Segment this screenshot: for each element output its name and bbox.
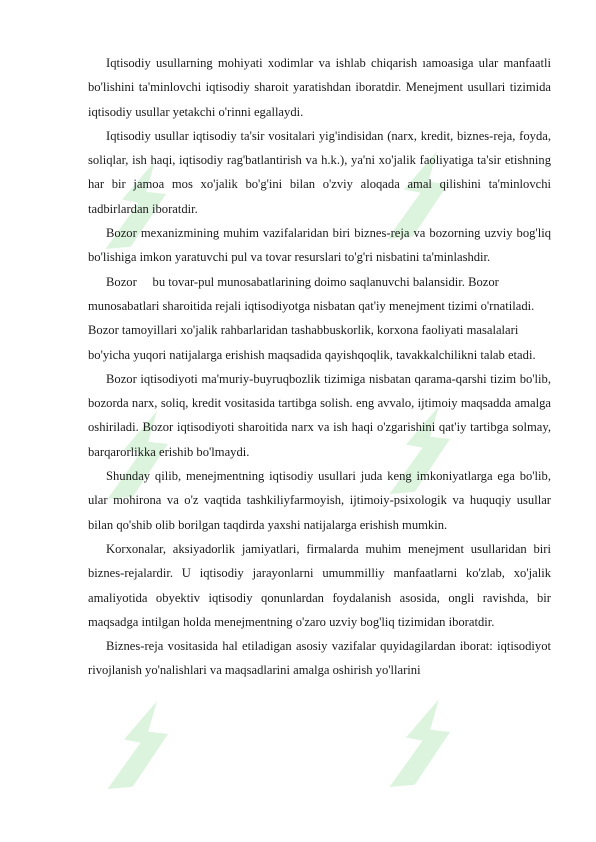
- paragraph: Bozor bu tovar-pul munosabatlarining doimo saqlanuvchi balansidir. Bozor munosabatlari sharoitida rejali iqtisodiyotga nisbatan qat'iy menejment tizimi o'rnatiladi. Bozor tamoyillari xo'jalik rahbarlaridan tashabbuskorlik, korxona faoliyati masalalari bo'yicha yuqori natijalarga erishish maqsadida qayishqoqlik, tavakkalchilikni talab etadi.: [88, 274, 538, 362]
- leaf-logo-icon: [80, 690, 190, 800]
- paragraph: Iqtisodiy usullar iqtisodiy ta'sir vositalari yig'indisidan (narx, kredit, biznes-reja, foyda, soliqlar, ish haqi, iqtisodiy rag'batlantirish va h.k.), ya'ni xo'jalik faoliyatiga ta'sir etishning har bir jamoa mos xo'jalik bo'g'ini bilan o'zviy aloqada amal qilishini ta'minlovchi tadbirlardan iboratdir.: [88, 128, 551, 216]
- paragraph: Shunday qilib, menejmentning iqtisodiy usullari juda keng imkoniyatlarga ega bo'lib, ular mohirona va o'z vaqtida tashkiliyfarmoyish, ijtimoiy-psixologik va huquqiy usullar bilan qo'shib olib borilgan taqdirda yaxshi natijalarga erishish mumkin.: [88, 469, 551, 532]
- paragraph: Iqtisodiy usullarning mohiyati xodimlar va ishlab chiqarish ıamoasiga ular manfaatli bo'lishini ta'minlovchi iqtisodiy sharoit yaratishdan iboratdir. Menejment usullari tizimida iqtisodiy usullar yetakchi o'rinni egallaydi.: [88, 56, 551, 119]
- paragraph: Bozor mexanizmining muhim vazifalaridan biri biznes-reja va bozorning uzviy bog'liq bo'lishiga imkon yaratuvchi pul va tovar resurslari to'g'ri nisbatini ta'minlashdir.: [88, 226, 551, 265]
- leaf-logo-icon: [362, 688, 472, 798]
- paragraph: Biznes-reja vositasida hal etiladigan asosiy vazifalar quyidagilardan iborat: iqtisodiyot rivojlanish yo'nalishlari va maqsadlarini amalga oshirish yo'llarini: [88, 639, 551, 678]
- paragraph: Bozor iqtisodiyoti ma'muriy-buyruqbozlik tizimiga nisbatan qarama-qarshi tizim bo'lib, bozorda narx, soliq, kredit vositasida tartibga solish. eng avvalo, ijtimoiy maqsadda amalga oshiriladi. Bozor iqtisodiyoti sharoitida narx va ish haqi o'zgarishini qat'iy tartibga solmay, barqarorlikka erishib bo'lmaydi.: [88, 371, 551, 459]
- document-body: [88, 51, 551, 683]
- paragraph: Korxonalar, aksiyadorlik jamiyatlari, firmalarda muhim menejment usullaridan biri biznes-rejalardir. U iqtisodiy jarayonlarni umummilliy manfaatlarni ko'zlab, xo'jalik amaliyotida obyektiv iqtisodiy qonunlardan foydalanish asosida, ongli ravishda, bir maqsadga intilgan holda menejmentning o'zaro uzviy bog'liq tizimidan iboratdir.: [88, 541, 551, 629]
